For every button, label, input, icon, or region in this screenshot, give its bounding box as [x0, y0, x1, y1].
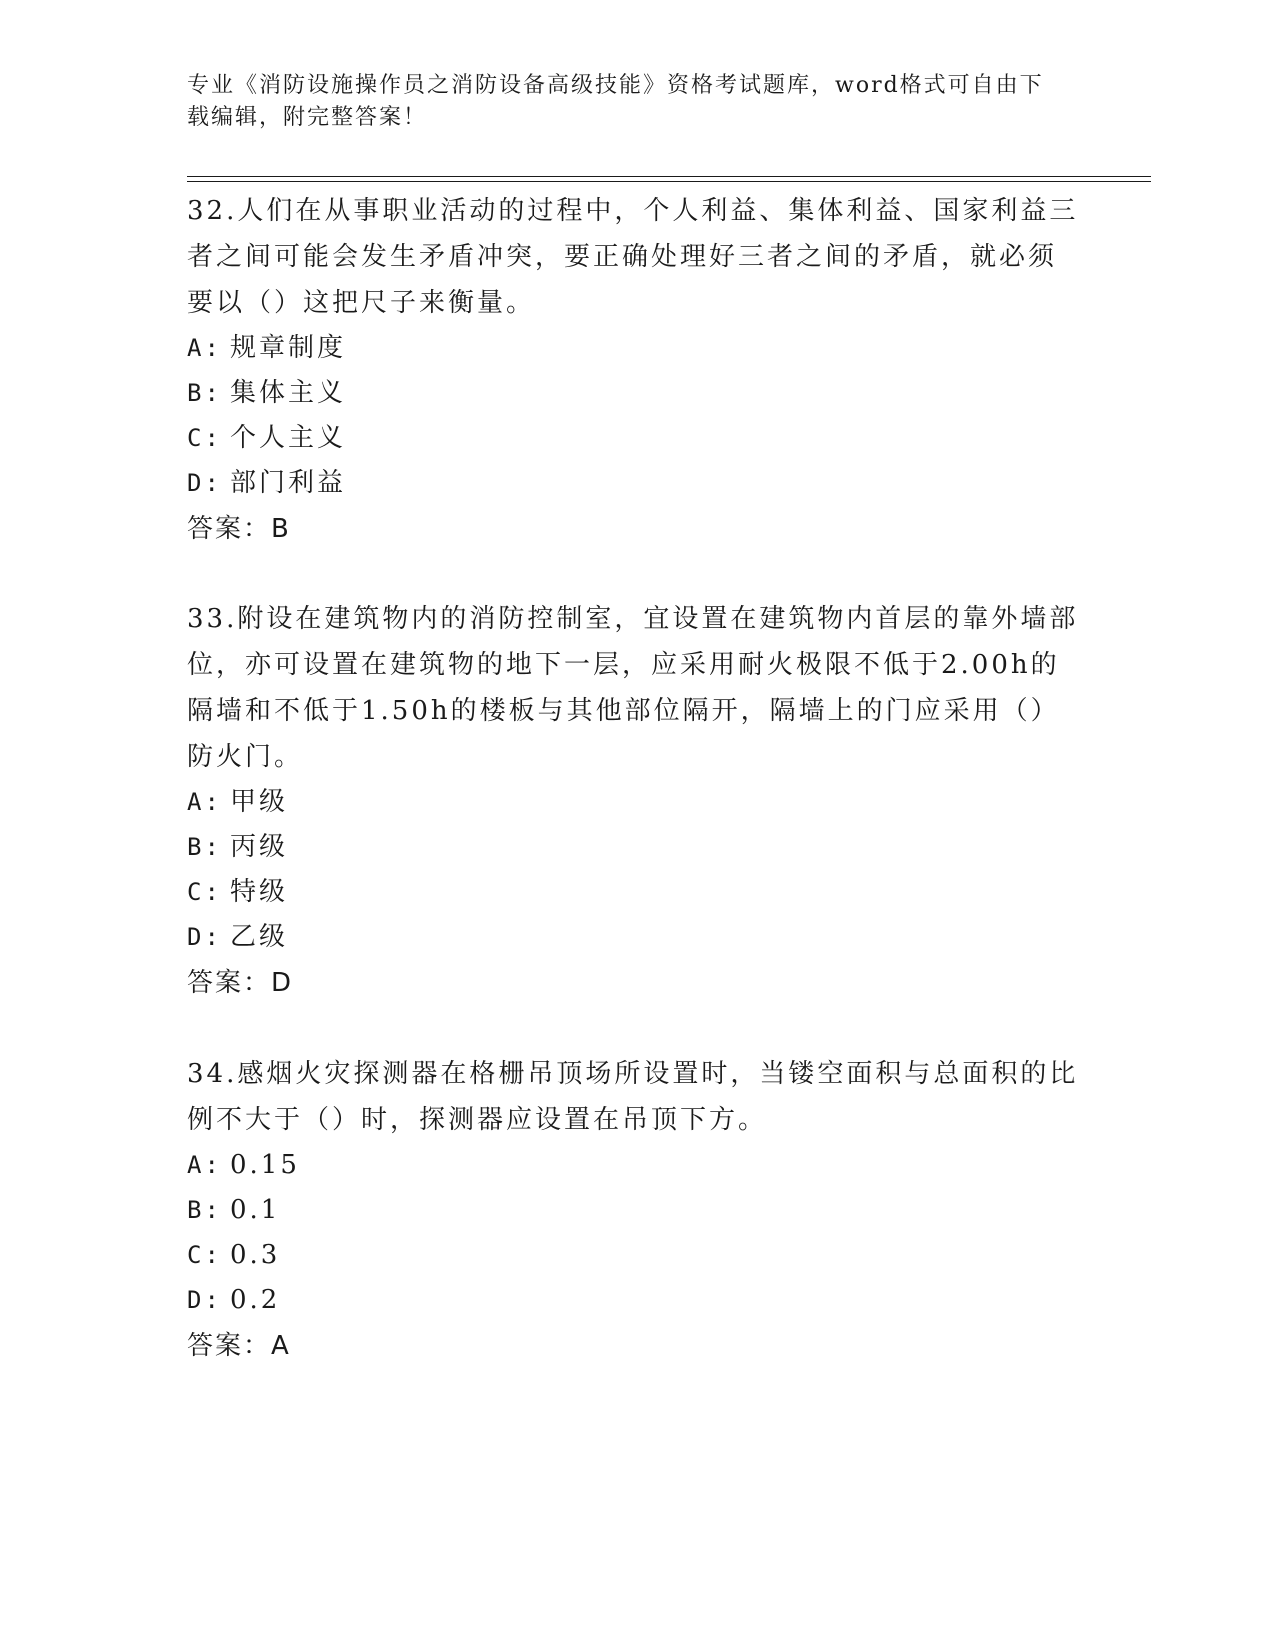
option-c [187, 1233, 1087, 1278]
option-d [187, 915, 1087, 960]
option-key: B: [187, 833, 222, 861]
option-text: 个人主义 [230, 423, 347, 453]
option-b [187, 1188, 1087, 1233]
option-text: 甲级 [230, 787, 289, 817]
question-33 [187, 596, 1087, 1006]
option-key: D: [187, 469, 222, 497]
question-line: 例不大于（）时，探测器应设置在吊顶下方。 [187, 1105, 768, 1135]
option-c [187, 416, 1087, 461]
question-34 [187, 1051, 1087, 1369]
answer-label: 答案：D [187, 968, 294, 998]
option-b [187, 825, 1087, 870]
option-c [187, 870, 1087, 915]
option-key: C: [187, 878, 222, 906]
option-a [187, 326, 1087, 371]
option-key: D: [187, 923, 222, 951]
option-key: A: [187, 1151, 222, 1179]
option-text: 0.2 [230, 1285, 281, 1315]
option-key: B: [187, 379, 222, 407]
question-line: 34.感烟火灾探测器在格栅吊顶场所设置时，当镂空面积与总面积的比 [187, 1059, 1079, 1089]
document-header [187, 70, 1087, 134]
question-line: 要以（）这把尺子来衡量。 [187, 288, 536, 318]
option-text: 0.15 [230, 1150, 300, 1180]
option-b [187, 371, 1087, 416]
header-line-1: 专业《消防设施操作员之消防设备高级技能》资格考试题库，word格式可自由下 [187, 73, 1044, 98]
option-d [187, 1278, 1087, 1323]
option-text: 集体主义 [230, 378, 347, 408]
header-divider-bottom [187, 181, 1151, 182]
option-d [187, 461, 1087, 506]
option-text: 部门利益 [230, 468, 347, 498]
option-text: 丙级 [230, 832, 289, 862]
option-key: C: [187, 424, 222, 452]
option-text: 0.3 [230, 1240, 281, 1270]
answer-label: 答案：A [187, 1331, 291, 1361]
option-a [187, 1143, 1087, 1188]
option-key: B: [187, 1196, 222, 1224]
question-line: 32.人们在从事职业活动的过程中，个人利益、集体利益、国家利益三 [187, 196, 1079, 226]
question-line: 防火门。 [187, 742, 304, 772]
option-text: 乙级 [230, 922, 289, 952]
option-text: 0.1 [230, 1195, 281, 1225]
answer-label: 答案：B [187, 514, 291, 544]
option-key: A: [187, 334, 222, 362]
question-line: 位，亦可设置在建筑物的地下一层，应采用耐火极限不低于2.00h的 [187, 650, 1060, 680]
option-text: 规章制度 [230, 333, 347, 363]
option-key: C: [187, 1241, 222, 1269]
question-line: 33.附设在建筑物内的消防控制室，宜设置在建筑物内首层的靠外墙部 [187, 604, 1079, 634]
option-key: A: [187, 788, 222, 816]
option-key: D: [187, 1286, 222, 1314]
question-line: 者之间可能会发生矛盾冲突，要正确处理好三者之间的矛盾，就必须 [187, 242, 1058, 272]
question-32 [187, 188, 1087, 552]
option-a [187, 780, 1087, 825]
question-line: 隔墙和不低于1.50h的楼板与其他部位隔开，隔墙上的门应采用（） [187, 696, 1060, 726]
header-line-2: 载编辑，附完整答案！ [187, 105, 428, 130]
option-text: 特级 [230, 877, 289, 907]
header-divider-top [187, 176, 1151, 177]
